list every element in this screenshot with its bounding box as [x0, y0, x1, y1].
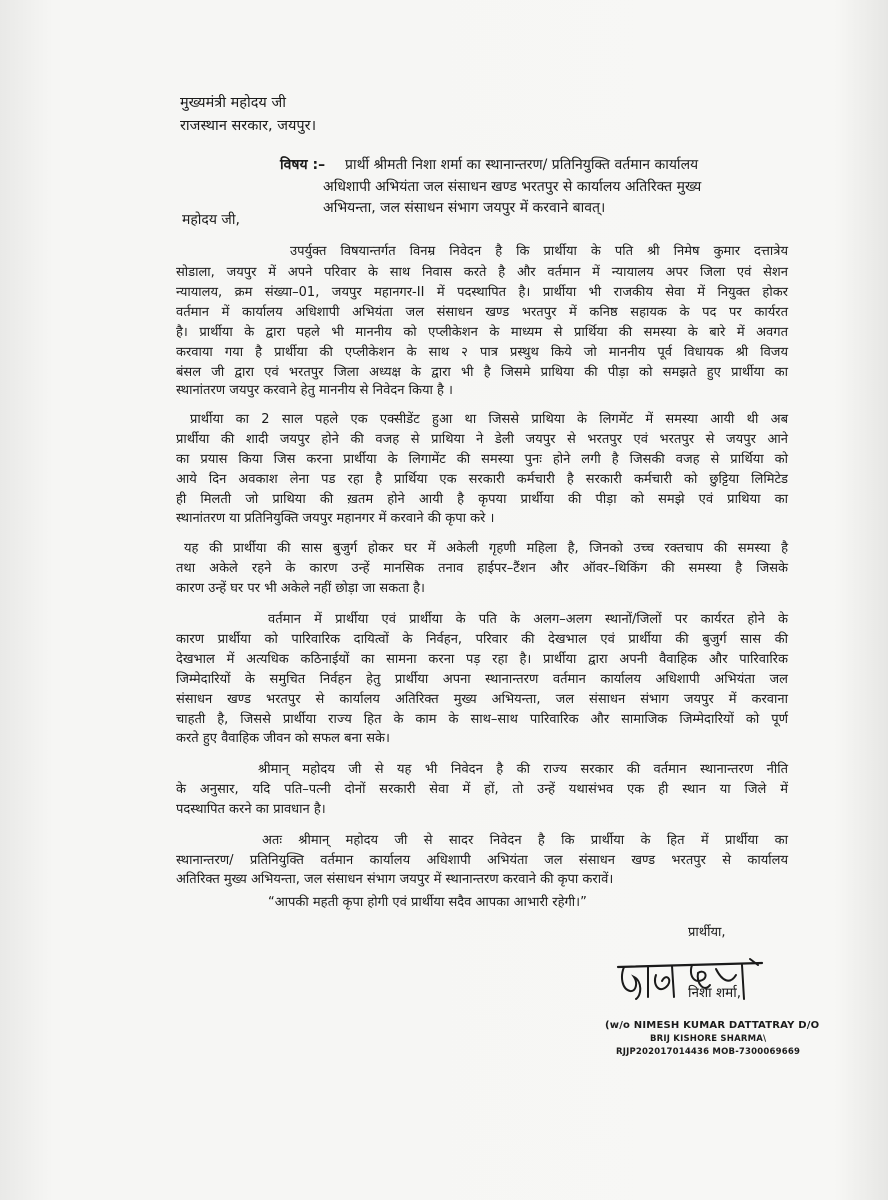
- paragraph-line: तथा अकेले रहने के कारण उन्हें मानसिक तनाव हाईपर–टैंशन और ऑवर–थिकिंग की समस्या है जिसके: [176, 561, 788, 576]
- paragraph-line: सोडाला, जयपुर में अपने परिवार के साथ निवास करते है और वर्तमान में न्यायालय अपर जिला एवं सेशन: [176, 265, 788, 280]
- paragraph-line: के अनुसार, यदि पति–पत्नी दोनों सरकारी सेवा में हों, तो उन्हें यथासंभव एक ही स्थान या जिले में: [176, 782, 788, 797]
- paragraph-line: आये दिन अवकाश लेना पड रहा है प्रार्थिया एक सरकारी कर्मचारी है सरकारी कर्मचारी को छुट्टिया लिमिटेड: [176, 472, 788, 487]
- paragraph-line: वर्तमान में प्रार्थीया एवं प्रार्थीया के पति के अलग–अलग स्थानों/जिलों पर कार्यरत होने के: [268, 612, 788, 627]
- closing-quote: “आपकी महती कृपा होगी एवं प्रार्थीया सदैव आपका आभारी रहेगी।”: [268, 895, 587, 910]
- paragraph-line: स्थानांतरण या प्रतिनियुक्ति जयपुर महानगर में करवाने की कृपा करे ।: [176, 511, 495, 526]
- paragraph-line: श्रीमान् महोदय जी से यह भी निवेदन है की राज्य सरकार की वर्तमान स्थानान्तरण नीति: [258, 762, 788, 777]
- addressee-line-1: मुख्यमंत्री महोदय जी: [180, 95, 286, 111]
- signer-details-line-1: (w/o NIMESH KUMAR DATTATRAY D/O: [605, 1020, 820, 1031]
- signer-details-line-3: RJJP202017014436 MOB-7300069669: [616, 1047, 801, 1057]
- paragraph-line: बंसल जी द्वारा एवं भरतपुर जिला अध्यक्ष के द्वारा भी है जिसमे प्राथिया की पीड़ा को समझते हुए प्रार्थीया का: [176, 365, 788, 380]
- paragraph-line: करवाया गया है प्रार्थीया की एप्लीकेशन के साथ २ पात्र प्रस्थुथ किये जो माननीय पूर्व विधायक श्री विजय: [176, 345, 788, 360]
- salutation: महोदय जी,: [182, 212, 240, 228]
- paragraph-line: वर्तमान में कार्यालय अधिशापी अभियंता जल संसाधन खण्ड भरतपुर में कनिष्ठ सहायक के पद पर कार्यरत: [176, 305, 788, 320]
- subject-line-2: अधिशापी अभियंता जल संसाधन खण्ड भरतपुर से कार्यालय अतिरिक्त मुख्य: [323, 179, 702, 195]
- paragraph-line: पदस्थापित करने का प्रावधान है।: [176, 802, 326, 817]
- paragraph-line: प्रार्थीया की शादी जयपुर होने की वजह से प्राथिया ने डेली जयपुर से भरतपुर एवं भरतपुर से जयपुर आने: [176, 432, 788, 447]
- subject-line-3: अभियन्ता, जल संसाधन संभाग जयपुर में करवाने बावत्।: [323, 200, 606, 216]
- paragraph-line: ही मिलती जो प्राथिया की ख़तम होने आयी है कृपया प्रार्थीया की पीड़ा को समझे एवं प्राथिया का: [176, 492, 788, 507]
- paragraph-line: जिम्मेदारियों के समुचित निर्वहन हेतु प्रार्थीया अपना स्थानान्तरण वर्तमान कार्यालय अधिशापी अभियंता जल: [176, 672, 788, 687]
- paragraph-line: देखभाल में अत्यधिक कठिनाईयों का सामना करना पड़ रहा है। प्रार्थीया द्वारा अपनी वैवाहिक और पारिवारिक: [176, 652, 788, 667]
- signer-details-line-2: BRIJ KISHORE SHARMA\: [650, 1034, 767, 1044]
- paragraph-line: चाहती है, जिससे प्रार्थीया राज्य हित के काम के साथ–साथ पारिवारिक और सामाजिक जिम्मेदारियों को पूर्ण: [176, 712, 788, 727]
- sign-off: प्रार्थीया,: [688, 925, 726, 940]
- paragraph-line: प्रार्थीया का 2 साल पहले एक एक्सीडेंट हुआ था जिससे प्राथिया के लिगमेंट में समस्या आयी थी अब: [190, 412, 788, 427]
- signer-name: निशा शर्मा,: [688, 985, 741, 1001]
- paragraph-line: अतिरिक्त मुख्य अभियन्ता, जल संसाधन संभाग जयपुर में स्थानान्तरण करवाने की कृपा करावें।: [176, 872, 614, 887]
- paragraph-line: उपर्युक्त विषयान्तर्गत विनम्र निवेदन है कि प्रार्थीया के पति श्री निमेष कुमार दत्तात्रेय: [290, 244, 788, 259]
- paragraph-line: है। प्रार्थीया के द्वारा पहले भी माननीय को एप्लीकेशन के माध्यम से प्रार्थिया की समस्या के बारे में अवगत: [176, 325, 788, 340]
- paragraph-line: कारण उन्हें घर पर भी अकेले नहीं छोड़ा जा सकता है।: [176, 581, 425, 596]
- subject-label: विषय :–: [280, 157, 326, 173]
- paragraph-line: संसाधन खण्ड भरतपुर से कार्यालय अतिरिक्त मुख्य अभियन्ता, जल संसाधन संभाग जयपुर में करवाना: [176, 692, 788, 707]
- paragraph-line: करते हुए वैवाहिक जीवन को सफल बना सके।: [176, 731, 390, 746]
- paragraph-line: अतः श्रीमान् महोदय जी से सादर निवेदन है कि प्रार्थीया के हित में प्रार्थीया का: [262, 833, 788, 848]
- paragraph-line: न्यायालय, क्रम संख्या–01, जयपुर महानगर-II में पदस्थापित है। प्रार्थीया भी राजकीय सेवा में नियुक्त होकर: [176, 285, 788, 300]
- paragraph-line: स्थानांतरण जयपुर करवाने हेतु माननीय से निवेदन किया है ।: [176, 383, 453, 398]
- addressee-line-2: राजस्थान सरकार, जयपुर।: [180, 118, 317, 134]
- paragraph-line: कारण प्रार्थीया को पारिवारिक दायित्वों के निर्वहन, परिवार की देखभाल एवं प्रार्थीया की बुजुर्ग सास की: [176, 632, 788, 647]
- paragraph-line: का प्रयास किया जिस करना प्रार्थीया के लिगामेंट की समस्या पुनः होने लगी है जिसकी वजह से प्रार्थिया को: [176, 452, 788, 467]
- paragraph-line: स्थानान्तरण/ प्रतिनियुक्ति वर्तमान कार्यालय अधिशापी अभियंता जल संसाधन खण्ड भरतपुर से कार्यालय: [176, 853, 788, 868]
- paragraph-line: यह की प्रार्थीया की सास बुजुर्ग होकर घर में अकेली गृहणी महिला है, जिनको उच्च रक्तचाप की समस्या है: [184, 541, 788, 556]
- subject-line-1: प्रार्थी श्रीमती निशा शर्मा का स्थानान्तरण/ प्रतिनियुक्ति वर्तमान कार्यालय: [345, 157, 699, 173]
